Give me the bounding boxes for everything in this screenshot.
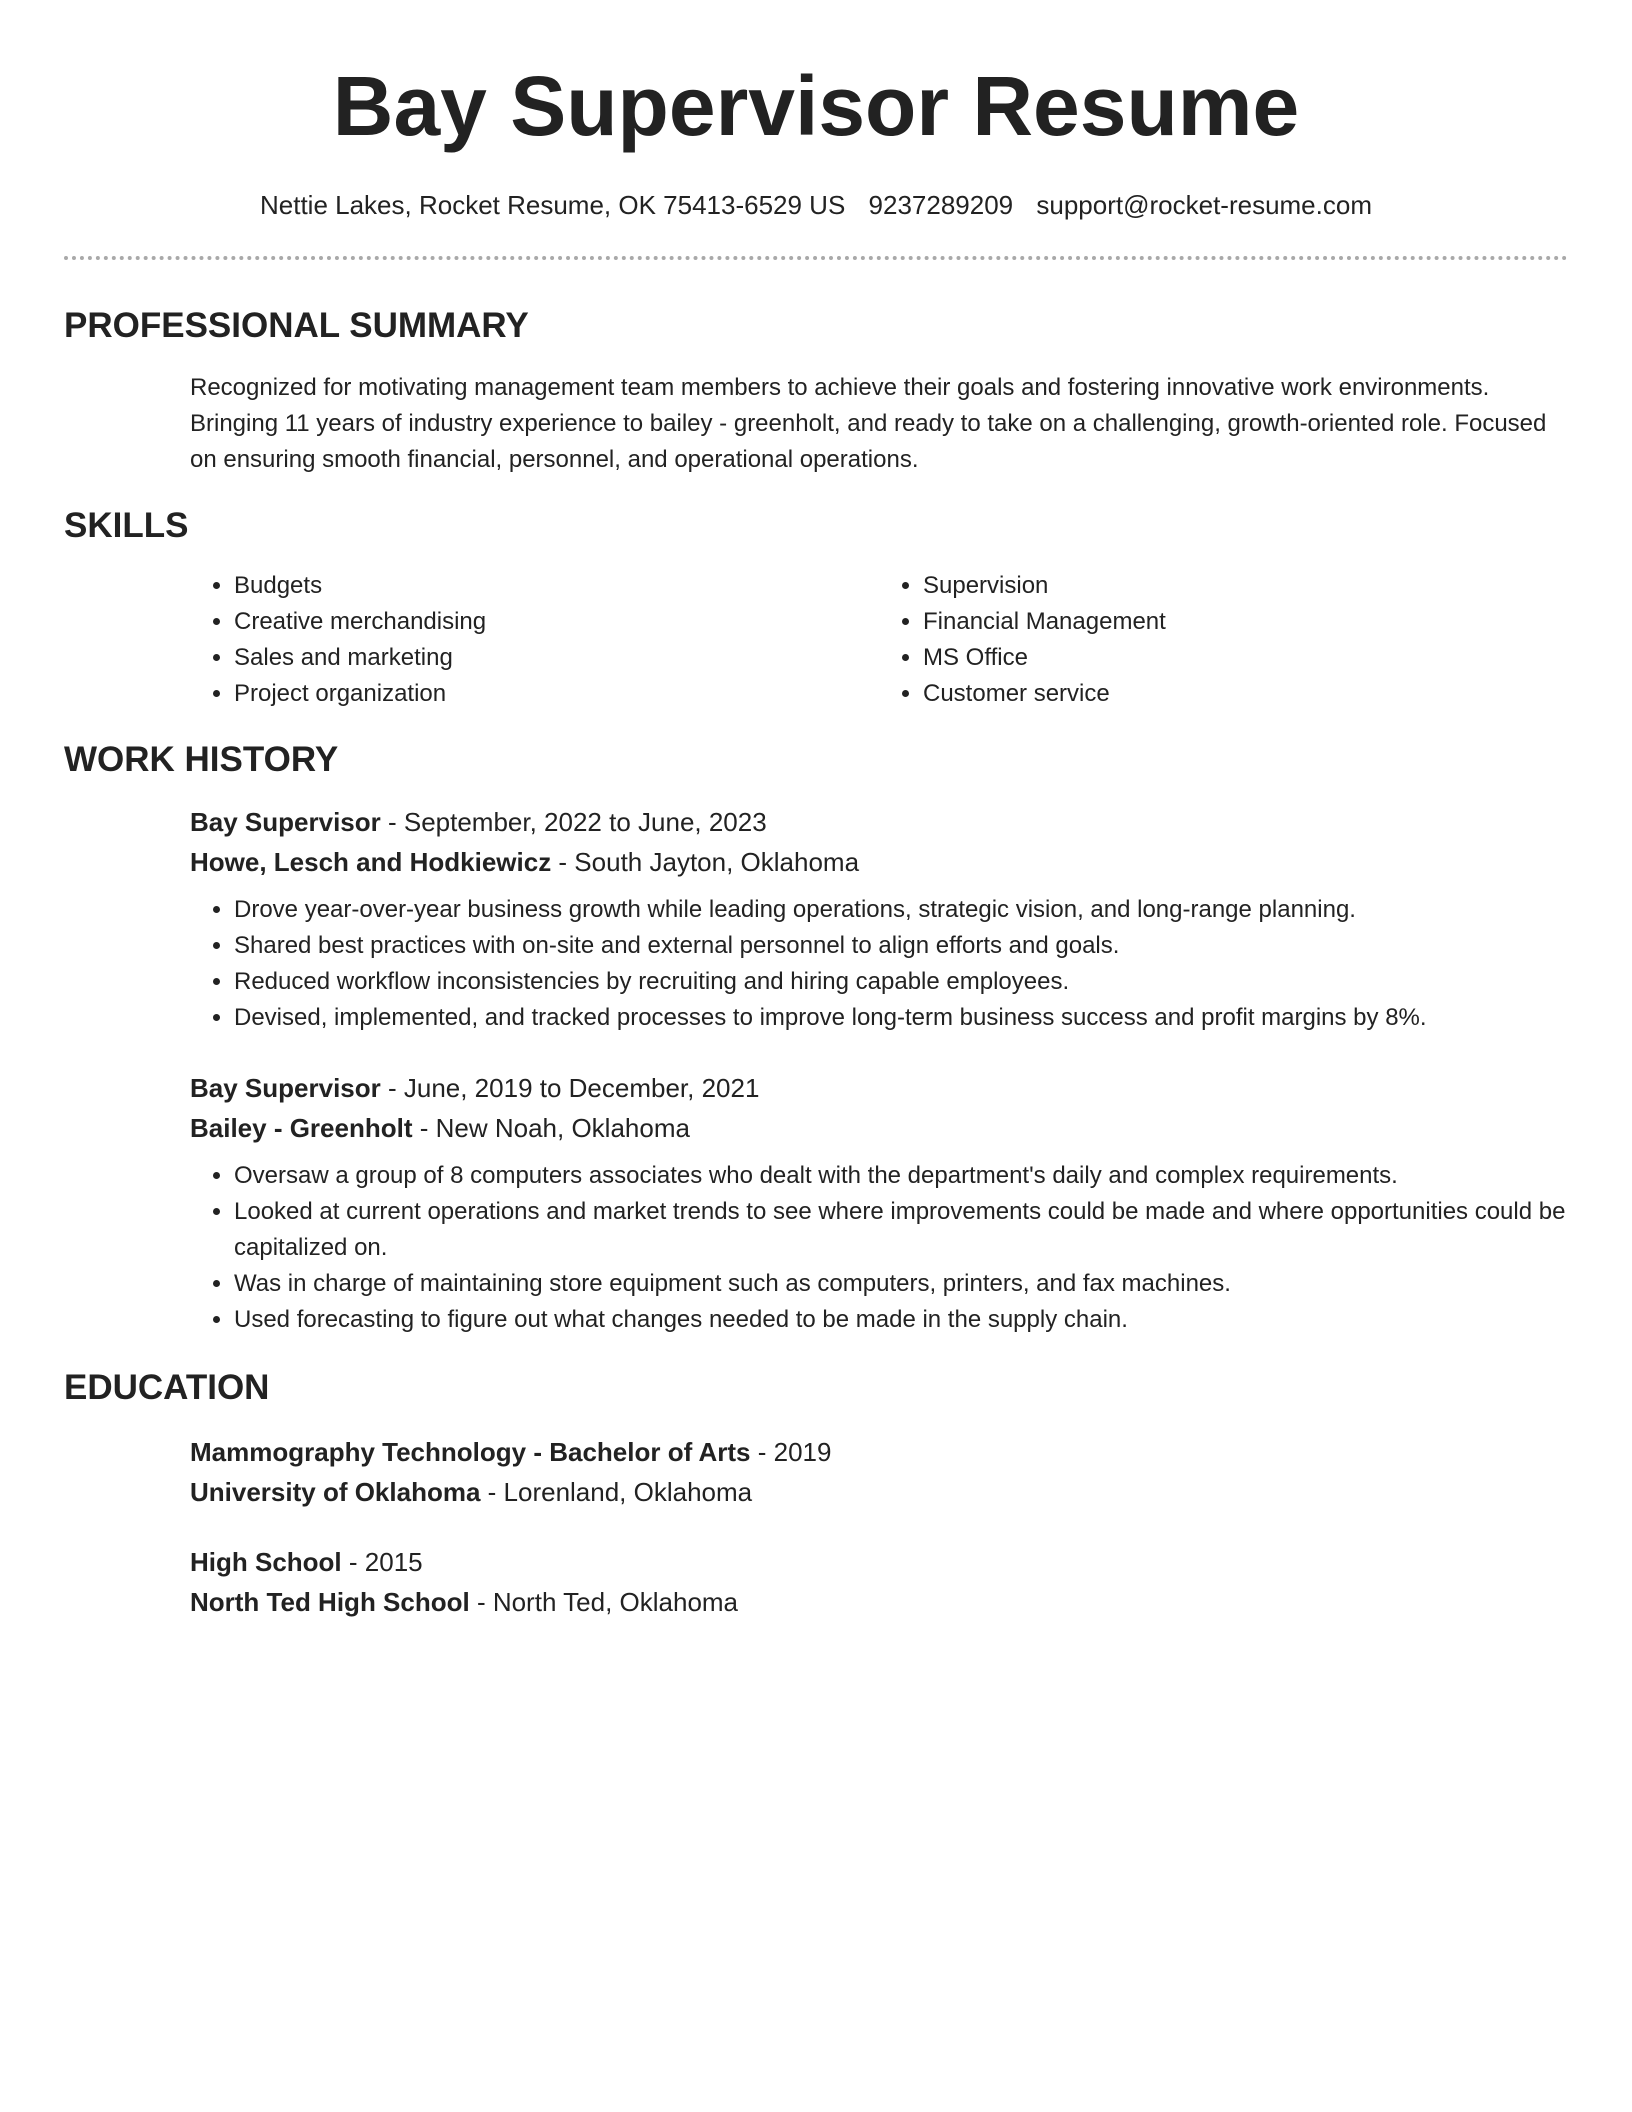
education-location: - Lorenland, Oklahoma (480, 1477, 753, 1507)
job-company-line (190, 842, 1568, 882)
contact-email: support@rocket-resume.com (1036, 190, 1372, 220)
job-dates: - September, 2022 to June, 2023 (380, 807, 767, 837)
job-bullet: • Oversaw a group of 8 computers associates who dealt with the department's daily and complex requirements. (234, 1158, 1584, 1194)
job-bullet: • Looked at current operations and market trends to see where improvements could be made and where opportunities could be capitalized on. (234, 1194, 1584, 1266)
job-bullet: • Devised, implemented, and tracked processes to improve long-term business success and profit margins by 8%. (234, 1000, 1584, 1036)
job-bullet: • Reduced workflow inconsistencies by recruiting and hiring capable employees. (234, 964, 1584, 1000)
job-dates: - June, 2019 to December, 2021 (380, 1073, 760, 1103)
education-heading: EDUCATION (64, 1368, 270, 1407)
resume-header (64, 0, 1568, 222)
skills-column-left (190, 568, 879, 712)
skill-item: • Sales and marketing (234, 640, 879, 676)
education-year: - 2019 (750, 1437, 832, 1467)
contact-phone: 9237289209 (868, 190, 1014, 220)
work-history-heading: WORK HISTORY (64, 740, 339, 779)
skills-section (64, 568, 1568, 712)
summary-text: Recognized for motivating management team members to achieve their goals and fostering innovative work environments. Bringing 11 years of industry experience to bailey - greenholt, and ready to take on a challenging, growth-oriented role. Focused on ensuring smooth financial, personnel, and operational operations. (190, 374, 1547, 473)
education-section (64, 1432, 1568, 1622)
skill-item: • Financial Management (923, 604, 1568, 640)
job-bullets (190, 892, 1584, 1036)
resume-title: Bay Supervisor Resume (332, 59, 1300, 153)
education-school-line (190, 1472, 1568, 1512)
skill-item: • Budgets (234, 568, 879, 604)
job-title: Bay Supervisor (190, 807, 381, 837)
job-company: Bailey - Greenholt (190, 1113, 413, 1143)
job-bullet: • Used forecasting to figure out what changes needed to be made in the supply chain. (234, 1302, 1584, 1338)
skill-item: • Project organization (234, 676, 879, 712)
job-title-line (190, 802, 1568, 842)
education-location: - North Ted, Oklahoma (469, 1587, 739, 1617)
skills-column-right (879, 568, 1568, 712)
skill-item: • MS Office (923, 640, 1568, 676)
contact-address: Nettie Lakes, Rocket Resume, OK 75413-6529 US (259, 190, 846, 220)
education-degree: Mammography Technology - Bachelor of Arts (190, 1437, 751, 1467)
job-company-line (190, 1108, 1568, 1148)
summary-section (64, 370, 1568, 478)
education-school: North Ted High School (190, 1587, 470, 1617)
skills-grid (190, 568, 1568, 712)
job-bullet: • Drove year-over-year business growth while leading operations, strategic vision, and long-range planning. (234, 892, 1584, 928)
skill-item: • Creative merchandising (234, 604, 879, 640)
job-bullets (190, 1158, 1584, 1338)
header-divider (64, 256, 1568, 260)
summary-heading: PROFESSIONAL SUMMARY (64, 306, 529, 345)
skill-item: • Customer service (923, 676, 1568, 712)
contact-line (64, 188, 1568, 222)
job-bullet: • Shared best practices with on-site and external personnel to align efforts and goals. (234, 928, 1584, 964)
education-degree-line (190, 1432, 1568, 1472)
job-location: - South Jayton, Oklahoma (551, 847, 860, 877)
job-bullet: • Was in charge of maintaining store equipment such as computers, printers, and fax machines. (234, 1266, 1584, 1302)
skills-heading: SKILLS (64, 506, 189, 545)
education-school: University of Oklahoma (190, 1477, 481, 1507)
job-title-line (190, 1068, 1568, 1108)
education-degree-line (190, 1542, 1568, 1582)
education-year: - 2015 (341, 1547, 423, 1577)
work-history-section (64, 802, 1568, 1338)
education-degree: High School (190, 1547, 342, 1577)
job-title: Bay Supervisor (190, 1073, 381, 1103)
job-location: - New Noah, Oklahoma (412, 1113, 690, 1143)
skill-item: • Supervision (923, 568, 1568, 604)
education-school-line (190, 1582, 1568, 1622)
job-company: Howe, Lesch and Hodkiewicz (190, 847, 552, 877)
